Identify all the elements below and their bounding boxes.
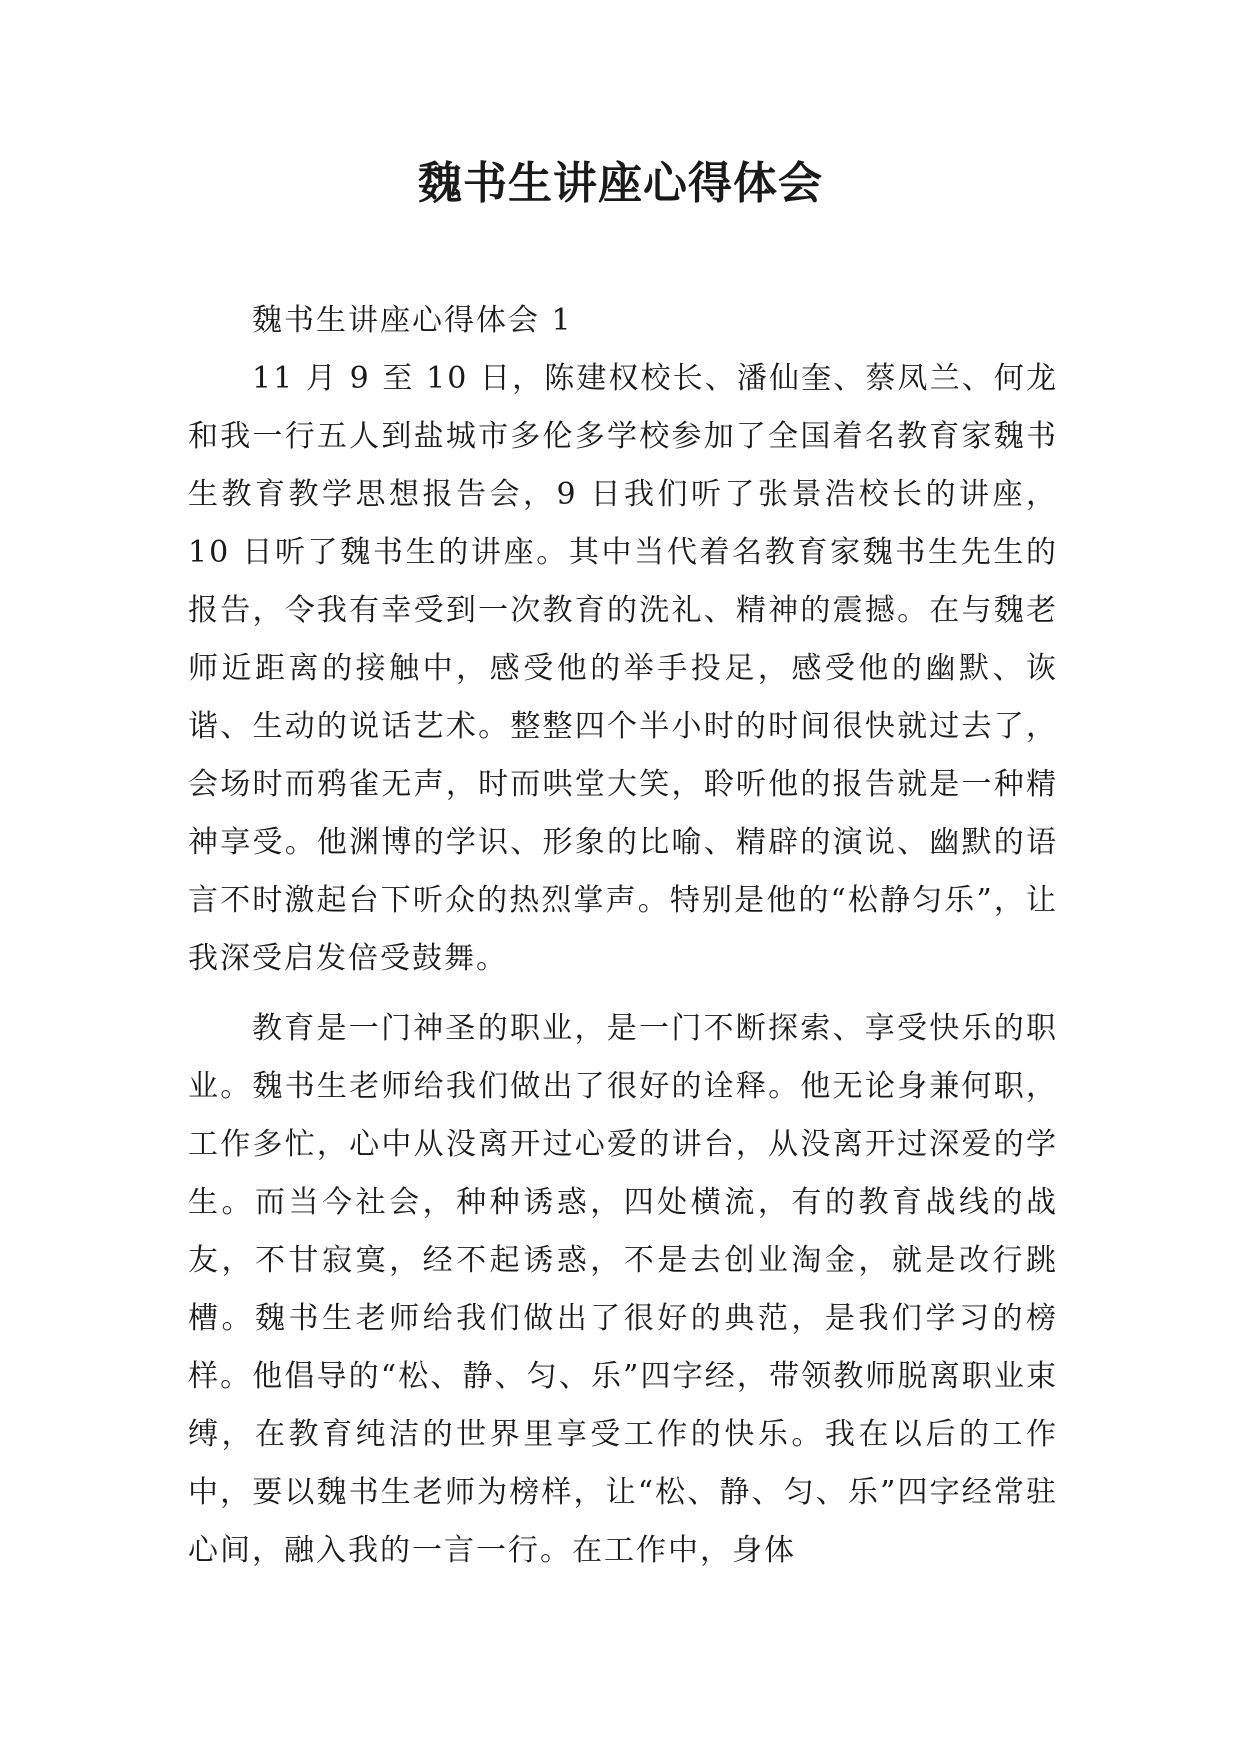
document-body — [188, 292, 1058, 1580]
paragraph-2: 教育是一门神圣的职业，是一门不断探索、享受快乐的职业。魏书生老师给我们做出了很好的诠释。他无论身兼何职，工作多忙，心中从没离开过心爱的讲台，从没离开过深爱的学生。而当今社会，种种诱惑，四处横流，有的教育战线的战友，不甘寂寞，经不起诱惑，不是去创业淘金，就是改行跳槽。魏书生老师给我们做出了很好的典范，是我们学习的榜样。他倡导的“松、静、匀、乐”四字经，带领教师脱离职业束缚，在教育纯洁的世界里享受工作的快乐。我在以后的工作中，要以魏书生老师为榜样，让“松、静、匀、乐”四字经常驻心间，融入我的一言一行。在工作中，身体 — [188, 1011, 1058, 1568]
paragraph-1: 11 月 9 至 10 日，陈建权校长、潘仙奎、蔡凤兰、何龙和我一行五人到盐城市多伦多学校参加了全国着名教育家魏书生教育教学思想报告会，9 日我们听了张景浩校长的讲座，10 日听了魏书生的讲座。其中当代着名教育家魏书生先生的报告，令我有幸受到一次教育的洗礼、精神的震撼。在与魏老师近距离的接触中，感受他的举手投足，感受他的幽默、诙谐、生动的说话艺术。整整四个半小时的时间很快就过去了，会场时而鸦雀无声，时而哄堂大笑，聆听他的报告就是一种精神享受。他渊博的学识、形象的比喻、精辟的演说、幽默的语言不时激起台下听众的热烈掌声。特别是他的“松静匀乐”，让我深受启发倍受鼓舞。 — [188, 361, 1058, 976]
section-heading: 魏书生讲座心得体会 1 — [252, 303, 573, 338]
document-title: 魏书生讲座心得体会 — [418, 158, 823, 209]
